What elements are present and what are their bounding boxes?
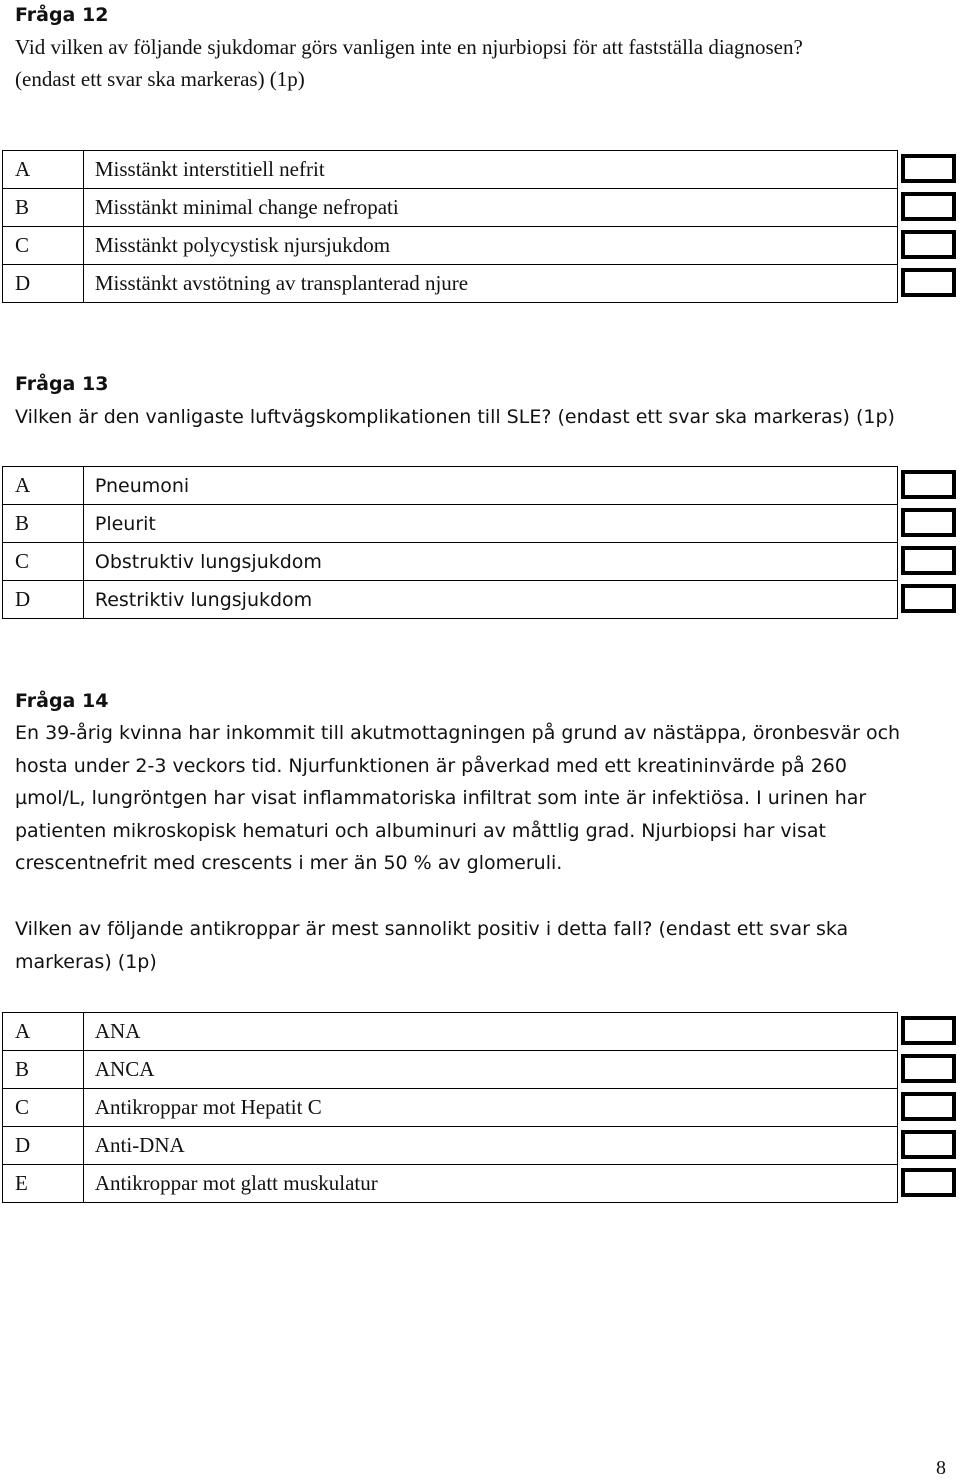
option-text: Restriktiv lungsjukdom	[83, 581, 897, 619]
answer-checkbox-13-a[interactable]	[901, 470, 956, 499]
answer-checkbox-12-a[interactable]	[901, 154, 956, 183]
option-text: Pneumoni	[83, 467, 897, 505]
option-text: ANCA	[83, 1051, 897, 1089]
answer-checkbox-13-b[interactable]	[901, 508, 956, 537]
question-13-options	[2, 466, 960, 619]
answer-checkbox-13-c[interactable]	[901, 546, 956, 575]
option-text: ANA	[83, 1013, 897, 1051]
question-12-stem-line-1: Vid vilken av följande sjukdomar görs vanligen inte en njurbiopsi för att fastställa diagnosen?	[15, 35, 803, 59]
answer-checkbox-13-d[interactable]	[901, 584, 956, 613]
option-letter: C	[3, 1089, 84, 1127]
page-number: 8	[936, 1457, 946, 1479]
question-12-options	[2, 150, 960, 303]
option-row	[3, 1013, 960, 1051]
question-line: markeras) (1p)	[15, 950, 157, 973]
option-text: Anti-DNA	[83, 1127, 897, 1165]
option-letter: A	[3, 1013, 84, 1051]
question-14-title: Fråga 14	[15, 690, 109, 712]
answer-checkbox-12-d[interactable]	[901, 268, 956, 297]
question-12-stem-line-2: (endast ett svar ska markeras) (1p)	[15, 67, 305, 91]
option-letter: B	[3, 505, 84, 543]
option-row	[3, 543, 960, 581]
option-text: Antikroppar mot glatt muskulatur	[83, 1165, 897, 1203]
option-row	[3, 189, 960, 227]
option-letter: C	[3, 543, 84, 581]
option-row	[3, 581, 960, 619]
option-row	[3, 1089, 960, 1127]
question-14-options	[2, 1012, 960, 1203]
answer-checkbox-14-e[interactable]	[901, 1168, 956, 1197]
option-row	[3, 265, 960, 303]
option-letter: A	[3, 467, 84, 505]
option-row	[3, 227, 960, 265]
question-14-case	[15, 717, 945, 880]
answer-checkbox-14-b[interactable]	[901, 1054, 956, 1083]
option-text: Misstänkt minimal change nefropati	[83, 189, 897, 227]
option-text: Antikroppar mot Hepatit C	[83, 1089, 897, 1127]
question-13-instruction: (endast ett svar ska markeras) (1p)	[551, 406, 895, 428]
option-letter: D	[3, 1127, 84, 1165]
case-line: hosta under 2-3 veckors tid. Njurfunktionen är påverkad med ett kreatininvärde på 260	[15, 754, 847, 777]
option-row	[3, 467, 960, 505]
option-row	[3, 1127, 960, 1165]
case-line: En 39-årig kvinna har inkommit till akutmottagningen på grund av nästäppa, öronbesvär och	[15, 722, 901, 744]
case-line: patienten mikroskopisk hematuri och albuminuri av måttlig grad. Njurbiopsi har visat	[15, 819, 826, 842]
question-line: Vilken av följande antikroppar är mest sannolikt positiv i detta fall? (endast ett svar ska	[15, 918, 849, 940]
question-13-stem	[15, 405, 895, 429]
option-letter: A	[3, 151, 84, 189]
case-line: µmol/L, lungröntgen har visat inflammatoriska infiltrat som inte är infektiösa. I urinen har	[15, 787, 867, 809]
answer-checkbox-12-b[interactable]	[901, 192, 956, 221]
question-13-title: Fråga 13	[15, 373, 109, 395]
option-letter: E	[3, 1165, 84, 1203]
answer-checkbox-14-d[interactable]	[901, 1130, 956, 1159]
option-text: Misstänkt avstötning av transplanterad njure	[83, 265, 897, 303]
option-letter: C	[3, 227, 84, 265]
option-letter: B	[3, 189, 84, 227]
option-row	[3, 151, 960, 189]
answer-checkbox-14-c[interactable]	[901, 1092, 956, 1121]
option-text: Misstänkt polycystisk njursjukdom	[83, 227, 897, 265]
option-text: Misstänkt interstitiell nefrit	[83, 151, 897, 189]
option-text: Pleurit	[83, 505, 897, 543]
option-row	[3, 1165, 960, 1203]
option-text: Obstruktiv lungsjukdom	[83, 543, 897, 581]
question-13-stem-text: Vilken är den vanligaste luftvägskomplikationen till SLE?	[15, 406, 552, 428]
option-row	[3, 505, 960, 543]
option-letter: D	[3, 581, 84, 619]
question-12-title: Fråga 12	[15, 4, 109, 26]
answer-checkbox-12-c[interactable]	[901, 230, 956, 259]
answer-checkbox-14-a[interactable]	[901, 1016, 956, 1045]
question-14-question	[15, 913, 945, 978]
option-letter: B	[3, 1051, 84, 1089]
option-row	[3, 1051, 960, 1089]
option-letter: D	[3, 265, 84, 303]
case-line: crescentnefrit med crescents i mer än 50 % av glomeruli.	[15, 852, 563, 874]
